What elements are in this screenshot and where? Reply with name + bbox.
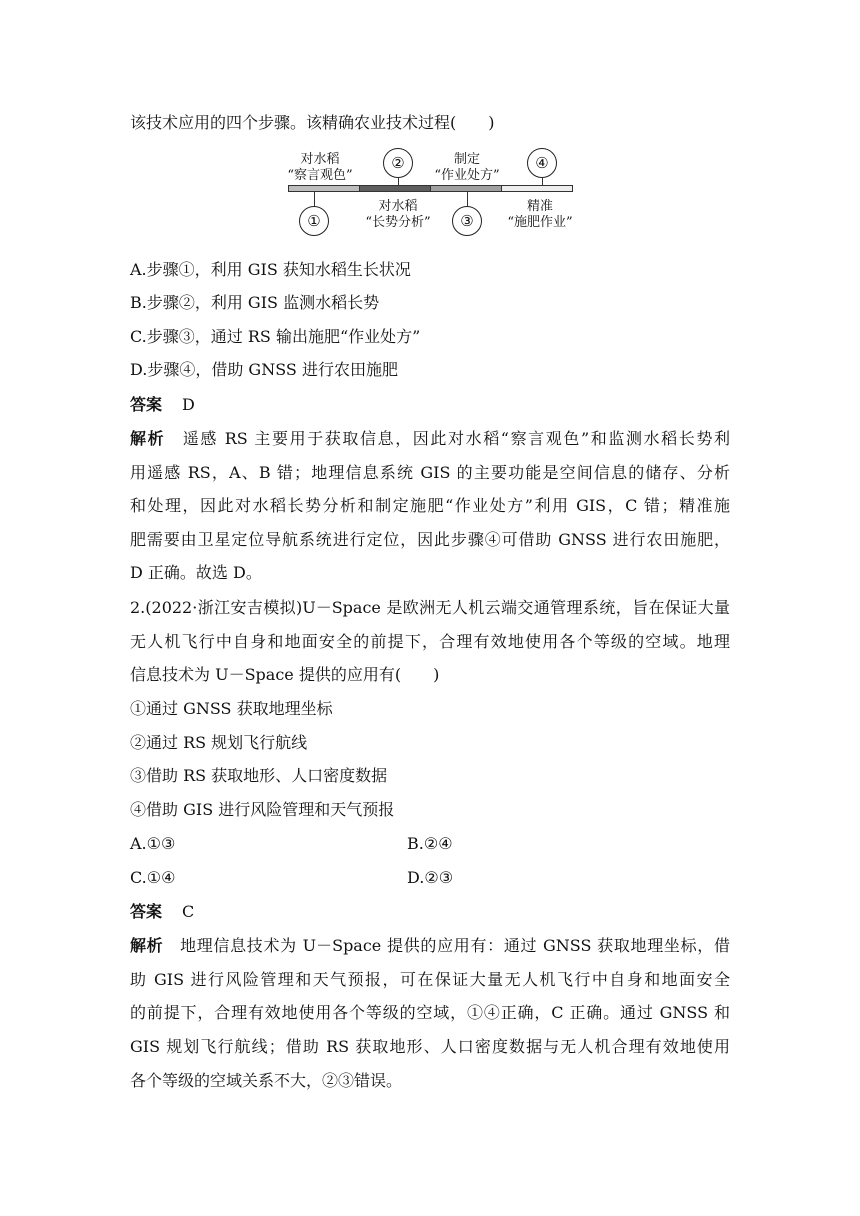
step4-circle: ④ bbox=[527, 148, 557, 178]
q1-answer-label: 答案 bbox=[130, 395, 163, 414]
step1-label-2: “察言观色” bbox=[287, 168, 353, 183]
step5-circle: ① bbox=[299, 206, 329, 236]
q2-option-d: D.②③ bbox=[407, 868, 454, 887]
q2-option-c: C.①④ bbox=[130, 868, 176, 887]
q2-stem-line-1: 2.(2022·浙江安吉模拟)U－Space 是欧洲无人机云端交通管理系统，旨在保证大量 bbox=[130, 598, 730, 617]
q2-option-a: A.①③ bbox=[130, 834, 176, 853]
q2-analysis-line-5: 各个等级的空域关系不大，②③错误。 bbox=[130, 1071, 403, 1090]
q1-answer bbox=[130, 395, 730, 415]
step6-label-2: “长势分析” bbox=[365, 215, 431, 230]
step1-label: 对水稻 bbox=[300, 152, 340, 167]
q1-analysis-line-4: 肥需要由卫星定位导航系统进行定位，因此步骤④可借助 GNSS 进行农田施肥， bbox=[130, 530, 730, 549]
q1-option-b: B.步骤②，利用 GIS 监测水稻长势 bbox=[130, 293, 380, 312]
step8-label: 精准 bbox=[526, 199, 553, 214]
q1-stem-tail: 该技术应用的四个步骤。该精确农业技术过程( ) bbox=[130, 113, 495, 132]
q1-option-a: A.步骤①，利用 GIS 获知水稻生长状况 bbox=[130, 260, 411, 279]
q2-answer bbox=[130, 902, 730, 922]
q1-analysis-label: 解析 bbox=[130, 429, 166, 448]
q1-answer-value: D bbox=[182, 395, 195, 414]
q2-option-b: B.②④ bbox=[407, 834, 453, 853]
q1-analysis-line-1: 解析 遥感 RS 主要用于获取信息，因此对水稻“察言观色”和监测水稻长势利 bbox=[130, 429, 730, 448]
q1-analysis-line-2: 用遥感 RS，A、B 错；地理信息系统 GIS 的主要功能是空间信息的储存、分析 bbox=[130, 463, 730, 482]
q2-item-2: ②通过 RS 规划飞行航线 bbox=[130, 733, 308, 752]
bar-segment-4 bbox=[501, 185, 573, 192]
q1-analysis-line-3: 和处理，因此对水稻长势分析和制定施肥“作业处方”利用 GIS，C 错；精准施 bbox=[130, 496, 730, 515]
process-diagram bbox=[280, 148, 580, 238]
step3-label-2: “作业处方” bbox=[434, 168, 500, 183]
step7-circle: ③ bbox=[452, 206, 482, 236]
q2-answer-value: C bbox=[182, 902, 195, 921]
q2-item-3: ③借助 RS 获取地形、人口密度数据 bbox=[130, 766, 388, 785]
q2-analysis-line-4: GIS 规划飞行航线；借助 RS 获取地形、人口密度数据与无人机合理有效地使用 bbox=[130, 1037, 730, 1056]
q2-answer-label: 答案 bbox=[130, 902, 163, 921]
q2-analysis-line-2: 助 GIS 进行风险管理和天气预报，可在保证大量无人机飞行中自身和地面安全 bbox=[130, 970, 730, 989]
q1-analysis-line-5: D 正确。故选 D。 bbox=[130, 563, 262, 582]
q2-item-4: ④借助 GIS 进行风险管理和天气预报 bbox=[130, 800, 395, 819]
q2-analysis-label: 解析 bbox=[130, 936, 164, 955]
q2-stem-line-3: 信息技术为 U－Space 提供的应用有( ) bbox=[130, 665, 440, 684]
bar-segment-3 bbox=[430, 185, 502, 192]
step2-circle: ② bbox=[383, 148, 413, 178]
step8-label-2: “施肥作业” bbox=[507, 215, 573, 230]
q2-analysis-line-1: 解析 地理信息技术为 U－Space 提供的应用有：通过 GNSS 获取地理坐标，借 bbox=[130, 936, 730, 955]
q2-analysis-line-3: 的前提下，合理有效地使用各个等级的空域，①④正确，C 正确。通过 GNSS 和 bbox=[130, 1003, 730, 1022]
q1-option-c: C.步骤③，通过 RS 输出施肥“作业处方” bbox=[130, 327, 421, 346]
q2-item-1: ①通过 GNSS 获取地理坐标 bbox=[130, 699, 333, 718]
q1-option-d: D.步骤④，借助 GNSS 进行农田施肥 bbox=[130, 360, 398, 379]
step6-label: 对水稻 bbox=[378, 199, 418, 214]
step3-label: 制定 bbox=[453, 152, 480, 167]
bar-segment-1 bbox=[288, 185, 360, 192]
bar-segment-2 bbox=[359, 185, 431, 192]
q2-stem-line-2: 无人机飞行中自身和地面安全的前提下，合理有效地使用各个等级的空域。地理 bbox=[130, 632, 730, 651]
